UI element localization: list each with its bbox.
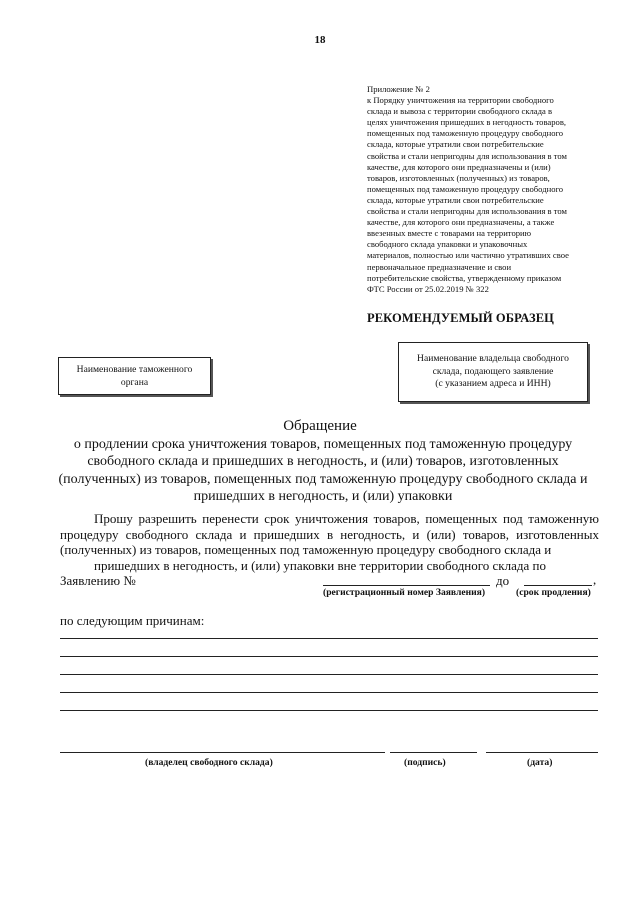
date-caption: (дата) — [527, 757, 553, 768]
reason-line-3[interactable] — [60, 674, 598, 675]
reason-line-2[interactable] — [60, 656, 598, 657]
request-paragraph — [60, 511, 599, 573]
reason-line-1[interactable] — [60, 638, 598, 639]
appendix-line: свойства и стали непригодны для использования в том — [367, 150, 567, 161]
owner-box-line2: склада, подающего заявление — [432, 365, 554, 377]
appendix-line: первоначальное предназначение и свои — [367, 261, 512, 272]
appendix-line: целях уничтожения пришедших в негодность товаров, — [367, 117, 567, 128]
until-label: до — [496, 573, 510, 588]
owner-signature-field[interactable] — [60, 752, 385, 753]
signature-caption: (подпись) — [404, 757, 446, 768]
request-last-line: пришедших в негодность, и (или) упаковки вне территории свободного склада по — [94, 557, 546, 573]
reg-number-caption: (регистрационный номер Заявления) — [323, 587, 486, 598]
appendix-line: потребительские свойства, утвержденному приказом — [367, 272, 562, 283]
customs-box-line2: органа — [120, 376, 149, 388]
appendix-line: свободного склада упаковки и упаковочных — [367, 239, 528, 250]
customs-box-line1: Наименование таможенного — [76, 364, 193, 375]
appendix-line: качестве, для которого они предназначены и (или) — [367, 161, 551, 172]
appendix-line: качестве, для которого они предназначены, а также — [367, 217, 555, 228]
appendix-line: склада, которые утратили свои потребительские — [367, 194, 544, 205]
subject-line2: свободного склада и пришедших в негодность, и (или) товаров, изготовленных — [87, 454, 559, 470]
reason-line-5[interactable] — [60, 710, 598, 711]
comma: , — [593, 572, 597, 587]
appendix-line: ввезенных вместе с товарами на территорию — [367, 228, 532, 239]
extension-term-caption: (срок продления) — [516, 587, 591, 598]
appendix-line: Приложение № 2 — [367, 84, 430, 94]
owner-box-line3: (с указанием адреса и ИНН) — [435, 378, 551, 389]
reason-line-4[interactable] — [60, 692, 598, 693]
appendix-line: склада, которые утратили свои потребительские — [367, 139, 544, 150]
page-number: 18 — [314, 34, 326, 46]
application-number-field[interactable] — [323, 585, 490, 586]
extension-term-field[interactable] — [524, 585, 592, 586]
application-number-label: Заявлению № — [60, 573, 136, 588]
appendix-line: склада и вывоза с территории свободного склада в — [367, 106, 553, 117]
appendix-line: помещенных под таможенную процедуру свободного — [367, 128, 564, 139]
request-text: Прошу разрешить перенести срок уничтожения товаров, помещенных под таможенную процедуру свободного склада и пришедших в негодность, и (или) товаров, изготовленных (полученных) из товаров, помещенных под таможенную процедуру свободного склада и — [60, 511, 599, 558]
owner-caption: (владелец свободного склада) — [145, 757, 273, 768]
reasons-label: по следующим причинам: — [60, 613, 205, 628]
signature-field[interactable] — [390, 752, 477, 753]
appendix-line: помещенных под таможенную процедуру свободного — [367, 183, 564, 194]
subject-line3: (полученных) из товаров, помещенных под таможенную процедуру свободного склада и — [58, 471, 588, 487]
owner-box-line1: Наименование владельца свободного — [417, 353, 569, 364]
customs-authority-box — [58, 357, 211, 395]
document-title: Обращение — [283, 418, 357, 434]
appendix-line: к Порядку уничтожения на территории свободного — [367, 95, 554, 106]
appendix-reference — [367, 84, 607, 295]
document-subject — [30, 436, 616, 506]
date-field[interactable] — [486, 752, 598, 753]
subject-line1: о продлении срока уничтожения товаров, помещенных под таможенную процедуру — [73, 437, 573, 452]
appendix-line: товаров, изготовленных (полученных) из товаров, — [367, 172, 550, 183]
appendix-line: свойства и стали непригодны для использования в том — [367, 206, 567, 217]
sample-label: РЕКОМЕНДУЕМЫЙ ОБРАЗЕЦ — [367, 311, 554, 325]
warehouse-owner-box — [398, 342, 588, 402]
appendix-line: ФТС России от 25.02.2019 № 322 — [367, 283, 489, 294]
appendix-line: материалов, полностью или частично утративших свое — [367, 250, 569, 261]
subject-line4: пришедших в негодность, и (или) упаковки — [193, 489, 453, 505]
